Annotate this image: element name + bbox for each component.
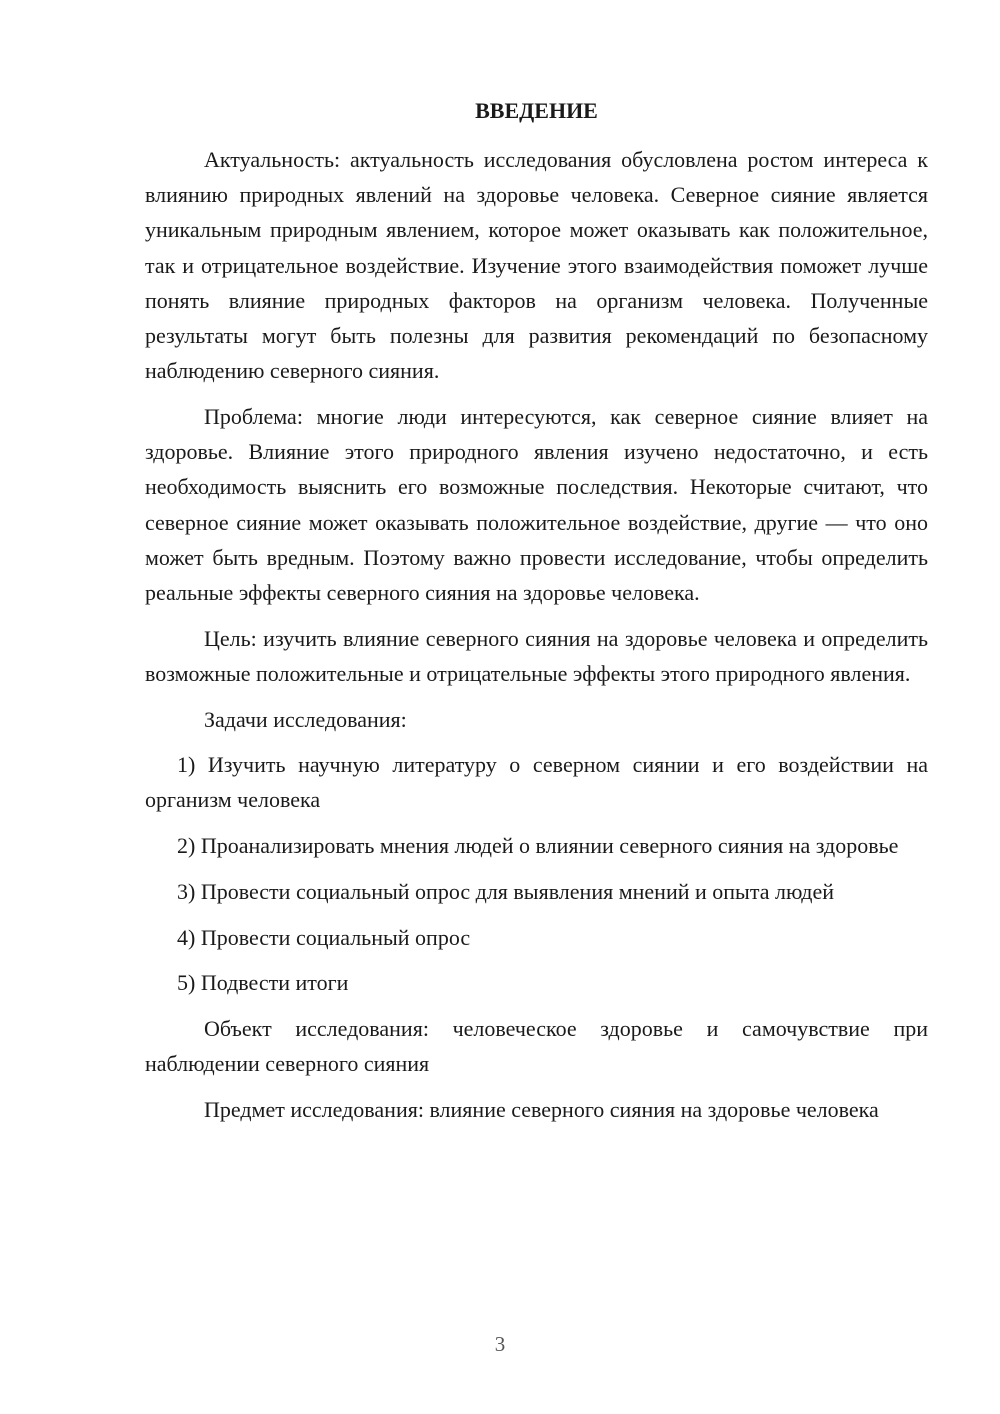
tasks-list: [145, 747, 928, 1000]
task-item: 1) Изучить научную литературу о северном сиянии и его воздействии на организм человека: [145, 752, 928, 813]
task-item: 3) Провести социальный опрос для выявления мнений и опыта людей: [177, 878, 835, 904]
task-item: 5) Подвести итоги: [177, 970, 349, 996]
subject-paragraph: Предмет исследования: влияние северного сияния на здоровье человека: [204, 1096, 879, 1122]
tasks-heading: Задачи исследования:: [204, 706, 407, 732]
object-paragraph: Объект исследования: человеческое здоровье и самочувствие при наблюдении северного сияния: [145, 1015, 928, 1077]
task-item: 4) Провести социальный опрос: [177, 924, 471, 950]
relevance-paragraph: Актуальность: актуальность исследования обусловлена ростом интереса к влиянию природных явлений на здоровье человека. Северное сияние является уникальным природным явлением, которое может оказывать как положительное, так и отрицательное воздействие. Изучение этого взаимодействия поможет лучше понять влияние природных факторов на организм человека. Полученные результаты могут быть полезны для развития рекомендаций по безопасному наблюдению северного сияния.: [145, 147, 928, 384]
document-page: [145, 94, 928, 1138]
problem-paragraph: Проблема: многие люди интересуются, как северное сияние влияет на здоровье. Влияние этого природного явления изучено недостаточно, и есть необходимость выяснить его возможные последствия. Некоторые считают, что северное сияние может оказывать положительное воздействие, другие — что оно может быть вредным. Поэтому важно провести исследование, чтобы определить реальные эффекты северного сияния на здоровье человека.: [145, 403, 928, 605]
goal-paragraph: Цель: изучить влияние северного сияния на здоровье человека и определить возможные положительные и отрицательные эффекты этого природного явления.: [145, 625, 928, 686]
page-title: ВВЕДЕНИЕ: [475, 98, 598, 123]
page-number: 3: [494, 1332, 506, 1356]
task-item: 2) Проанализировать мнения людей о влиянии северного сияния на здоровье: [177, 833, 899, 859]
